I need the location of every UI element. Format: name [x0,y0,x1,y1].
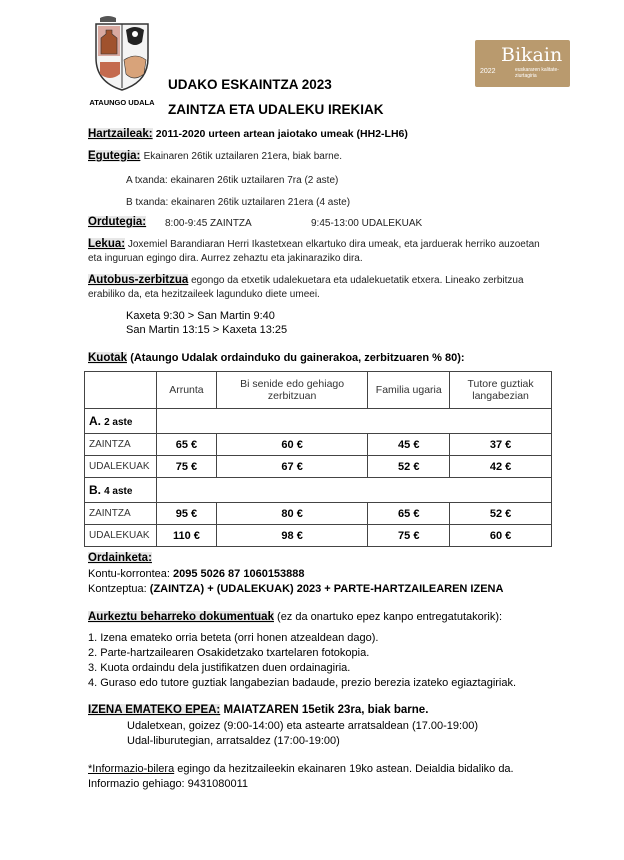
ordainketa-label: Ordainketa: [88,552,152,564]
group-empty-cell [156,409,551,434]
autobus-line1 [88,274,524,286]
autobus-route-2: San Martin 13:15 > Kaxeta 13:25 [126,324,288,336]
bikain-subtitle: euskararen kalitate-ziurtagiria [515,67,559,79]
group-label-a [85,409,157,434]
autobus-line2: erabiliko da, eta hezitzaileek lagunduko diete umeei. [88,289,320,300]
price-cell: 75 € [156,456,216,478]
izena-epea-label: IZENA EMATEKO EPEA: [88,704,221,716]
price-cell: 80 € [216,503,367,525]
price-cell: 52 € [450,503,552,525]
column-header: Familia ugaria [368,372,450,409]
ordutegia-udalekuak: 9:45-13:00 UDALEKUAK [311,218,423,229]
kontu-label: Kontu-korrontea: [88,568,170,580]
ataungo-udala-logo [86,12,158,107]
egutegia-label: Egutegia: [88,150,141,162]
table-row [85,525,552,547]
dokumentuak-item: 2. Parte-hartzailearen Osakidetzako txartelaren fotokopia. [88,647,370,659]
izena-epea-value: MAIATZAREN 15etik 23ra, biak barne. [223,704,429,716]
kontzeptua-label: Kontzeptua: [88,583,147,595]
dokumentuak-label: Aurkeztu beharreko dokumentuak [88,611,274,623]
dokumentuak-item: 3. Kuota ordaindu dela justifikatzen duen ordainagiria. [88,662,351,674]
group-letter: B. [89,483,101,497]
bikain-name: Bikain [501,44,563,66]
hartzaileak-text: 2011-2020 urteen artean jaiotako umeak (HH2-LH6) [155,128,408,140]
column-header: Arrunta [156,372,216,409]
autobus-text: egongo da etxetik udalekuetara eta udalekuetatik etxera. Lineako zerbitzua [191,275,524,286]
hartzaileak-label: Hartzaileak: [88,128,153,140]
group-empty-cell [156,478,551,503]
lekua-line1 [88,238,540,250]
hartzaileak-line [88,128,408,140]
egutegia-b-txanda: B txanda: ekainaren 26tik uztailaren 21era (4 aste) [126,197,351,208]
kuotak-label: Kuotak [88,352,127,364]
autobus-route-1: Kaxeta 9:30 > San Martin 9:40 [126,310,275,322]
column-header: Tutore guztiak langabezian [450,372,552,409]
egutegia-a-txanda: A txanda: ekainaren 26tik uztailaren 7ra (2 aste) [126,175,339,186]
row-name: UDALEKUAK [85,456,157,478]
logo-text: ATAUNGO UDALA [89,98,155,107]
kontu-korrontea-line [88,568,305,580]
kontzeptua-text: (ZAINTZA) + (UDALEKUAK) 2023 + PARTE-HARTZAILEAREN IZENA [149,583,504,595]
row-name: UDALEKUAK [85,525,157,547]
dokumentuak-heading [88,611,502,623]
group-weeks: 4 aste [104,486,133,497]
table-row [85,503,552,525]
lekua-text: Joxemiel Barandiaran Herri Ikastetxean elkartuko dira umeak, eta jarduerak herriko auzoetan [127,239,540,250]
row-name: ZAINTZA [85,434,157,456]
lekua-line2: eta inguruan egingo dira. Aurrez zehaztu eta jakinaraziko dira. [88,253,363,264]
row-name: ZAINTZA [85,503,157,525]
price-cell: 45 € [368,434,450,456]
bikain-logo [475,40,570,87]
lekua-label: Lekua: [88,238,126,250]
table-header-row [85,372,552,409]
kontzeptua-line [88,583,503,595]
group-row-b [85,478,552,503]
dokumentuak-item: 1. Izena emateko orria beteta (orri honen atzealdean dago). [88,632,379,644]
column-header: Bi senide edo gehiago zerbitzuan [216,372,367,409]
group-letter: A. [89,414,101,428]
price-cell: 65 € [368,503,450,525]
kontu-number: 2095 5026 87 1060153888 [173,568,305,580]
table-row [85,456,552,478]
izena-udaletxea: Udaletxean, goizez (9:00-14:00) eta astearte arratsaldean (17.00-19:00) [127,720,478,732]
informazio-gehiago: Informazio gehiago: 9431080011 [88,778,249,790]
izena-epea-line [88,704,428,716]
group-row-a [85,409,552,434]
price-cell: 60 € [216,434,367,456]
dokumentuak-item: 4. Guraso edo tutore guztiak langabezian badaude, prezio berezia izateko egiaztagiriak. [88,677,517,689]
egutegia-line [88,150,342,162]
price-cell: 37 € [450,434,552,456]
table-row [85,434,552,456]
informazio-bilera-label: *Informazio-bilera [88,763,175,775]
page-title: UDAKO ESKAINTZA 2023 [168,77,332,92]
price-cell: 52 € [368,456,450,478]
price-cell: 95 € [156,503,216,525]
price-cell: 67 € [216,456,367,478]
group-weeks: 2 aste [104,417,133,428]
price-cell: 75 € [368,525,450,547]
price-cell: 110 € [156,525,216,547]
kuotak-note: (Ataungo Udalak ordainduko du gainerakoa, zerbitzuaren % 80): [130,352,465,364]
kuotak-heading [88,352,465,364]
price-cell: 42 € [450,456,552,478]
informazio-bilera-text: egingo da hezitzaileekin ekainaren 19ko astean. Deialdia bidaliko da. [177,763,514,775]
izena-liburutegia: Udal-liburutegian, arratsaldez (17:00-19:00) [127,735,340,747]
ordutegia-label: Ordutegia: [88,216,147,228]
ordutegia-zaintza: 8:00-9:45 ZAINTZA [165,218,252,229]
price-cell: 60 € [450,525,552,547]
autobus-label: Autobus-zerbitzua [88,274,189,286]
price-cell: 98 € [216,525,367,547]
group-label-b [85,478,157,503]
coat-of-arms-icon [86,12,158,92]
kuotak-table [84,371,552,547]
table-corner-cell [85,372,157,409]
dokumentuak-note: (ez da onartuko epez kanpo entregatutakorik): [277,611,503,623]
price-cell: 65 € [156,434,216,456]
page-subtitle: ZAINTZA ETA UDALEKU IREKIAK [168,102,384,117]
informazio-bilera-line [88,763,514,775]
bikain-year: 2022 [480,68,496,75]
egutegia-text: Ekainaren 26tik uztailaren 21era, biak barne. [143,151,343,162]
